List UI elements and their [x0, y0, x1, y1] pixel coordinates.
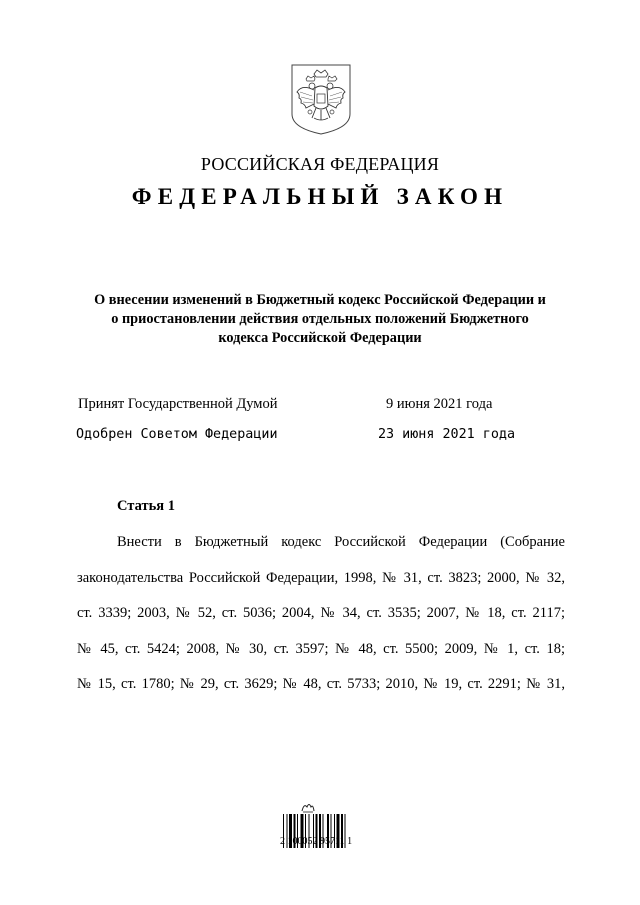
barcode-number: 2 100052 95711 1 [280, 836, 353, 847]
duma-adoption-label: Принят Государственной Думой [78, 396, 278, 412]
law-title-line: о приостановлении действия отдельных положений Бюджетного [111, 311, 529, 327]
law-title-line: кодекса Российской Федерации [218, 330, 422, 346]
coat-of-arms-emblem [288, 62, 354, 136]
article-body-line: законодательства Российской Федерации, 1998, № 31, ст. 3823; 2000, № 32, [77, 569, 565, 586]
document-type-heading: ФЕДЕРАЛЬНЫЙ ЗАКОН [131, 184, 509, 209]
article-body-line: Внести в Бюджетный кодекс Российской Федерации (Собрание [117, 534, 565, 550]
law-title [70, 291, 570, 348]
country-heading: РОССИЙСКАЯ ФЕДЕРАЦИЯ [200, 154, 440, 174]
article-body-line: № 15, ст. 1780; № 29, ст. 3629; № 48, ст. 5733; 2010, № 19, ст. 2291; № 31, [77, 676, 565, 693]
article-body-line: ст. 3339; 2003, № 52, ст. 5036; 2004, № 34, ст. 3535; 2007, № 18, ст. 2117; [77, 605, 565, 622]
council-approval-date: 23 июня 2021 года [378, 427, 516, 442]
duma-adoption-date: 9 июня 2021 года [386, 396, 493, 412]
article-heading: Статья 1 [117, 498, 175, 514]
registration-mark-icon [300, 801, 316, 813]
article-body-line: № 45, ст. 5424; 2008, № 30, ст. 3597; № 48, ст. 5500; 2009, № 1, ст. 18; [77, 640, 565, 657]
law-title-line: О внесении изменений в Бюджетный кодекс Российской Федерации и [94, 292, 546, 308]
council-approval-label: Одобрен Советом Федерации [76, 427, 278, 442]
article-body [77, 525, 565, 703]
